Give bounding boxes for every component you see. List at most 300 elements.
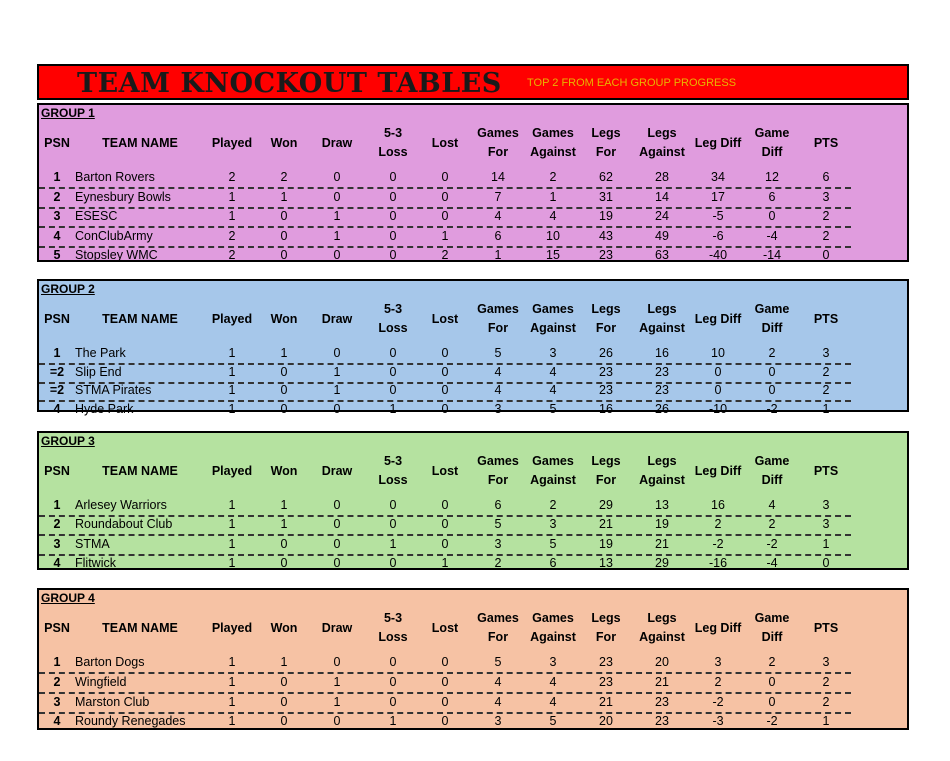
table-row	[39, 227, 851, 248]
group-title: GROUP 1	[41, 106, 95, 120]
cell-pts: 3	[822, 517, 830, 532]
cell-legs-for: 23	[599, 364, 613, 379]
cell-psn: 1	[53, 655, 61, 669]
cell-games-for: 5	[494, 517, 502, 532]
cell-legs-for: 31	[599, 189, 613, 204]
header-leg-diff	[691, 608, 745, 648]
header-pts-line: PTS	[813, 620, 839, 635]
header-53-loss-line: Loss	[378, 473, 408, 487]
cell-53-loss: 0	[389, 346, 397, 360]
header-games-against	[525, 451, 581, 491]
cell-pts: 1	[822, 401, 830, 416]
header-pts	[803, 608, 849, 648]
cell-game-diff: -4	[766, 555, 778, 570]
cell-legs-for: 23	[599, 655, 613, 669]
cell-psn: 4	[53, 555, 61, 570]
cell-53-loss: 1	[389, 401, 397, 416]
cell-draw: 1	[333, 694, 341, 709]
cell-legs-against: 14	[655, 189, 669, 204]
header-played	[205, 451, 259, 491]
cell-psn: 3	[53, 536, 61, 551]
group-table-2	[37, 279, 909, 416]
cell-team-name: ConClubArmy	[75, 228, 153, 243]
header-legs-against-line: Legs	[647, 454, 677, 468]
cell-lost: 1	[441, 228, 449, 243]
header-legs-against-line: Legs	[647, 611, 677, 625]
header-games-against-line: Against	[530, 321, 576, 335]
cell-lost: 0	[441, 346, 449, 360]
cell-psn: 4	[53, 714, 61, 729]
cell-games-against: 15	[546, 248, 560, 262]
header-won	[261, 299, 307, 339]
header-leg-diff	[691, 451, 745, 491]
header-won-line: Won	[270, 463, 298, 478]
header-lost-line: Lost	[431, 311, 459, 326]
cell-legs-for: 23	[599, 383, 613, 397]
header-legs-for-line: Legs	[591, 126, 621, 140]
cell-draw: 0	[333, 498, 341, 512]
cell-won: 0	[280, 714, 288, 729]
cell-lost: 0	[441, 383, 449, 397]
header-legs-for-line: Legs	[591, 611, 621, 625]
cell-won: 0	[280, 228, 288, 243]
header-lost	[420, 299, 470, 339]
cell-legs-against: 49	[655, 228, 669, 243]
cell-game-diff: -2	[766, 401, 778, 416]
header-played	[205, 123, 259, 163]
cell-games-against: 5	[549, 714, 557, 729]
cell-legs-against: 13	[655, 498, 669, 512]
cell-won: 0	[280, 248, 288, 262]
header-legs-against-line: Against	[639, 473, 685, 487]
header-played-line: Played	[211, 135, 253, 150]
cell-pts: 2	[822, 694, 830, 709]
header-team-name	[75, 299, 205, 339]
header-leg-diff-line: Leg Diff	[694, 135, 742, 150]
cell-psn: 4	[53, 228, 61, 243]
header-games-for-line: For	[487, 630, 509, 644]
page-title: TEAM KNOCKOUT TABLES	[77, 68, 502, 99]
cell-leg-diff: 34	[711, 170, 725, 184]
header-draw-line: Draw	[321, 463, 353, 478]
cell-psn: 3	[53, 694, 61, 709]
cell-played: 1	[228, 346, 236, 360]
cell-lost: 0	[441, 401, 449, 416]
cell-played: 1	[228, 714, 236, 729]
cell-lost: 0	[441, 714, 449, 729]
cell-games-for: 7	[494, 189, 502, 204]
cell-53-loss: 0	[389, 694, 397, 709]
header-won	[261, 123, 307, 163]
cell-games-against: 3	[549, 346, 557, 360]
header-team-name-line: TEAM NAME	[102, 463, 178, 478]
group-table-4	[37, 588, 909, 730]
cell-won: 1	[280, 189, 288, 204]
cell-legs-against: 21	[655, 674, 669, 689]
cell-53-loss: 0	[389, 555, 397, 570]
header-53-loss-line: 5-3	[383, 454, 403, 468]
header-legs-against	[633, 608, 691, 648]
header-psn	[42, 451, 72, 491]
cell-53-loss: 0	[389, 674, 397, 689]
header-legs-for-line: For	[595, 321, 617, 335]
table-row	[39, 400, 851, 419]
header-psn-line: PSN	[44, 463, 70, 478]
header-games-against-line: Games	[532, 454, 574, 468]
group-title: GROUP 3	[41, 434, 95, 448]
cell-played: 1	[228, 401, 236, 416]
cell-won: 0	[280, 383, 288, 397]
header-games-for-line: For	[487, 321, 509, 335]
cell-played: 1	[228, 694, 236, 709]
cell-team-name: Wingfield	[75, 674, 127, 689]
cell-53-loss: 0	[389, 364, 397, 379]
table-row	[39, 535, 851, 556]
header-legs-against	[633, 451, 691, 491]
cell-pts: 0	[822, 555, 830, 570]
header-legs-for	[584, 451, 628, 491]
cell-draw: 1	[333, 228, 341, 243]
cell-leg-diff: -2	[712, 536, 724, 551]
cell-game-diff: 12	[765, 170, 779, 184]
cell-legs-for: 26	[599, 346, 613, 360]
header-leg-diff-line: Leg Diff	[694, 463, 742, 478]
header-legs-for-line: Legs	[591, 454, 621, 468]
cell-draw: 1	[333, 674, 341, 689]
header-game-diff-line: Diff	[761, 473, 783, 487]
cell-pts: 3	[822, 346, 830, 360]
cell-games-for: 6	[494, 228, 502, 243]
cell-psn: 1	[53, 170, 61, 184]
header-games-for-line: Games	[477, 126, 519, 140]
cell-psn: 3	[53, 209, 61, 223]
table-row	[39, 207, 851, 228]
cell-leg-diff: 3	[714, 655, 722, 669]
cell-team-name: Slip End	[75, 364, 122, 379]
header-53-loss	[368, 123, 418, 163]
cell-53-loss: 0	[389, 189, 397, 204]
cell-legs-for: 19	[599, 209, 613, 223]
header-game-diff	[746, 451, 798, 491]
cell-lost: 0	[441, 498, 449, 512]
cell-games-for: 14	[491, 170, 505, 184]
header-games-for	[473, 451, 523, 491]
header-legs-against	[633, 299, 691, 339]
header-played	[205, 608, 259, 648]
cell-team-name: Eynesbury Bowls	[75, 189, 171, 204]
cell-games-for: 2	[494, 555, 502, 570]
cell-legs-against: 20	[655, 655, 669, 669]
cell-pts: 0	[822, 248, 830, 262]
cell-draw: 0	[333, 517, 341, 532]
cell-psn: 2	[53, 674, 61, 689]
cell-team-name: STMA	[75, 536, 110, 551]
table-row	[39, 168, 851, 189]
cell-leg-diff: -16	[708, 555, 728, 570]
cell-played: 2	[228, 228, 236, 243]
header-legs-for-line: For	[595, 630, 617, 644]
cell-games-for: 5	[494, 346, 502, 360]
cell-legs-against: 63	[655, 248, 669, 262]
cell-played: 1	[228, 655, 236, 669]
cell-played: 1	[228, 209, 236, 223]
cell-games-against: 4	[549, 383, 557, 397]
header-legs-for	[584, 299, 628, 339]
cell-games-against: 1	[549, 189, 557, 204]
cell-draw: 1	[333, 364, 341, 379]
group-title: GROUP 4	[41, 591, 95, 605]
header-psn-line: PSN	[44, 620, 70, 635]
cell-won: 1	[280, 655, 288, 669]
cell-legs-for: 13	[599, 555, 613, 570]
header-game-diff-line: Game	[754, 302, 790, 316]
table-row	[39, 653, 851, 674]
cell-leg-diff: -6	[712, 228, 724, 243]
header-games-for-line: Games	[477, 611, 519, 625]
table-row	[39, 515, 851, 536]
cell-leg-diff: 10	[711, 346, 725, 360]
cell-psn: 5	[53, 248, 61, 262]
header-psn	[42, 299, 72, 339]
cell-legs-for: 43	[599, 228, 613, 243]
header-pts-line: PTS	[813, 311, 839, 326]
cell-game-diff: -2	[766, 536, 778, 551]
cell-games-for: 3	[494, 536, 502, 551]
cell-won: 2	[280, 170, 288, 184]
header-lost-line: Lost	[431, 620, 459, 635]
header-leg-diff-line: Leg Diff	[694, 620, 742, 635]
cell-team-name: Flitwick	[75, 555, 116, 570]
cell-game-diff: -2	[766, 714, 778, 729]
header-game-diff	[746, 299, 798, 339]
cell-played: 1	[228, 555, 236, 570]
cell-lost: 0	[441, 189, 449, 204]
cell-games-against: 3	[549, 655, 557, 669]
header-draw	[311, 123, 363, 163]
header-game-diff-line: Diff	[761, 321, 783, 335]
cell-pts: 2	[822, 383, 830, 397]
cell-pts: 2	[822, 209, 830, 223]
cell-team-name: Hyde Park	[75, 401, 134, 416]
cell-leg-diff: -2	[712, 694, 724, 709]
cell-legs-for: 20	[599, 714, 613, 729]
cell-game-diff: 0	[768, 694, 776, 709]
cell-53-loss: 0	[389, 655, 397, 669]
header-games-against	[525, 123, 581, 163]
header-game-diff-line: Diff	[761, 145, 783, 159]
cell-played: 1	[228, 498, 236, 512]
cell-game-diff: -14	[762, 248, 782, 262]
header-lost	[420, 451, 470, 491]
cell-game-diff: 2	[768, 517, 776, 532]
cell-leg-diff: -10	[708, 401, 728, 416]
cell-legs-for: 23	[599, 248, 613, 262]
cell-53-loss: 0	[389, 209, 397, 223]
cell-leg-diff: 2	[714, 517, 722, 532]
header-games-against-line: Against	[530, 630, 576, 644]
cell-game-diff: 0	[768, 383, 776, 397]
cell-games-against: 4	[549, 674, 557, 689]
header-pts-line: PTS	[813, 135, 839, 150]
cell-played: 1	[228, 517, 236, 532]
header-won-line: Won	[270, 311, 298, 326]
cell-game-diff: 2	[768, 655, 776, 669]
header-53-loss-line: 5-3	[383, 611, 403, 625]
header-lost	[420, 608, 470, 648]
header-pts	[803, 123, 849, 163]
cell-psn: =2	[49, 383, 65, 397]
title-banner	[37, 64, 909, 100]
cell-legs-against: 29	[655, 555, 669, 570]
cell-games-for: 4	[494, 383, 502, 397]
cell-legs-against: 16	[655, 346, 669, 360]
cell-draw: 0	[333, 655, 341, 669]
cell-legs-for: 29	[599, 498, 613, 512]
header-pts	[803, 299, 849, 339]
cell-legs-for: 16	[599, 401, 613, 416]
cell-draw: 0	[333, 714, 341, 729]
header-psn	[42, 123, 72, 163]
header-game-diff-line: Game	[754, 126, 790, 140]
header-legs-against-line: Legs	[647, 302, 677, 316]
group-table-1	[37, 103, 909, 262]
cell-pts: 2	[822, 364, 830, 379]
cell-games-against: 2	[549, 498, 557, 512]
header-legs-for-line: For	[595, 145, 617, 159]
cell-legs-against: 28	[655, 170, 669, 184]
cell-53-loss: 0	[389, 228, 397, 243]
cell-draw: 0	[333, 401, 341, 416]
header-games-for-line: For	[487, 145, 509, 159]
cell-team-name: Roundy Renegades	[75, 714, 186, 729]
header-legs-against-line: Legs	[647, 126, 677, 140]
cell-pts: 2	[822, 674, 830, 689]
header-played-line: Played	[211, 311, 253, 326]
header-leg-diff-line: Leg Diff	[694, 311, 742, 326]
cell-draw: 1	[333, 209, 341, 223]
cell-games-against: 4	[549, 694, 557, 709]
header-game-diff-line: Game	[754, 611, 790, 625]
table-row	[39, 693, 851, 714]
cell-legs-against: 23	[655, 694, 669, 709]
header-game-diff-line: Game	[754, 454, 790, 468]
cell-game-diff: -4	[766, 228, 778, 243]
header-legs-for	[584, 608, 628, 648]
header-games-against-line: Against	[530, 473, 576, 487]
cell-lost: 1	[441, 555, 449, 570]
cell-legs-against: 24	[655, 209, 669, 223]
cell-legs-for: 21	[599, 517, 613, 532]
cell-leg-diff: -3	[712, 714, 724, 729]
header-53-loss	[368, 451, 418, 491]
table-row	[39, 188, 851, 209]
header-legs-against	[633, 123, 691, 163]
header-leg-diff	[691, 123, 745, 163]
cell-games-against: 6	[549, 555, 557, 570]
header-legs-for-line: Legs	[591, 302, 621, 316]
cell-draw: 0	[333, 248, 341, 262]
header-games-against-line: Games	[532, 302, 574, 316]
cell-pts: 3	[822, 189, 830, 204]
cell-games-for: 4	[494, 364, 502, 379]
header-leg-diff	[691, 299, 745, 339]
header-draw	[311, 608, 363, 648]
cell-games-against: 4	[549, 364, 557, 379]
header-game-diff	[746, 608, 798, 648]
cell-lost: 0	[441, 536, 449, 551]
header-legs-against-line: Against	[639, 145, 685, 159]
cell-team-name: Marston Club	[75, 694, 150, 709]
header-games-for	[473, 299, 523, 339]
cell-team-name: The Park	[75, 346, 126, 360]
header-draw-line: Draw	[321, 311, 353, 326]
header-pts	[803, 451, 849, 491]
cell-played: 1	[228, 364, 236, 379]
header-team-name	[75, 608, 205, 648]
header-games-against-line: Games	[532, 611, 574, 625]
cell-leg-diff: 16	[711, 498, 725, 512]
header-legs-for-line: For	[595, 473, 617, 487]
cell-53-loss: 0	[389, 498, 397, 512]
cell-lost: 0	[441, 517, 449, 532]
cell-53-loss: 0	[389, 170, 397, 184]
cell-leg-diff: 17	[711, 189, 725, 204]
cell-psn: 2	[53, 189, 61, 204]
cell-legs-for: 62	[599, 170, 613, 184]
header-legs-against-line: Against	[639, 321, 685, 335]
cell-team-name: Arlesey Warriors	[75, 498, 167, 512]
table-row	[39, 554, 851, 573]
group-title: GROUP 2	[41, 282, 95, 296]
cell-53-loss: 0	[389, 517, 397, 532]
header-53-loss-line: Loss	[378, 321, 408, 335]
header-draw-line: Draw	[321, 135, 353, 150]
header-draw	[311, 299, 363, 339]
cell-played: 1	[228, 189, 236, 204]
cell-lost: 0	[441, 209, 449, 223]
header-legs-against-line: Against	[639, 630, 685, 644]
header-played-line: Played	[211, 463, 253, 478]
cell-53-loss: 1	[389, 714, 397, 729]
header-team-name	[75, 451, 205, 491]
cell-pts: 1	[822, 714, 830, 729]
cell-games-for: 3	[494, 714, 502, 729]
table-row	[39, 246, 851, 265]
cell-legs-against: 26	[655, 401, 669, 416]
cell-won: 1	[280, 346, 288, 360]
header-game-diff	[746, 123, 798, 163]
header-games-against-line: Games	[532, 126, 574, 140]
cell-53-loss: 1	[389, 536, 397, 551]
cell-team-name: Barton Dogs	[75, 655, 145, 669]
cell-games-for: 4	[494, 694, 502, 709]
cell-game-diff: 2	[768, 346, 776, 360]
header-53-loss-line: 5-3	[383, 126, 403, 140]
header-won	[261, 608, 307, 648]
cell-draw: 0	[333, 536, 341, 551]
cell-won: 0	[280, 536, 288, 551]
cell-legs-against: 23	[655, 714, 669, 729]
cell-lost: 0	[441, 694, 449, 709]
cell-team-name: Barton Rovers	[75, 170, 155, 184]
cell-draw: 0	[333, 346, 341, 360]
header-team-name-line: TEAM NAME	[102, 135, 178, 150]
cell-games-against: 5	[549, 401, 557, 416]
cell-won: 1	[280, 498, 288, 512]
header-lost-line: Lost	[431, 463, 459, 478]
header-53-loss-line: Loss	[378, 145, 408, 159]
header-53-loss	[368, 299, 418, 339]
